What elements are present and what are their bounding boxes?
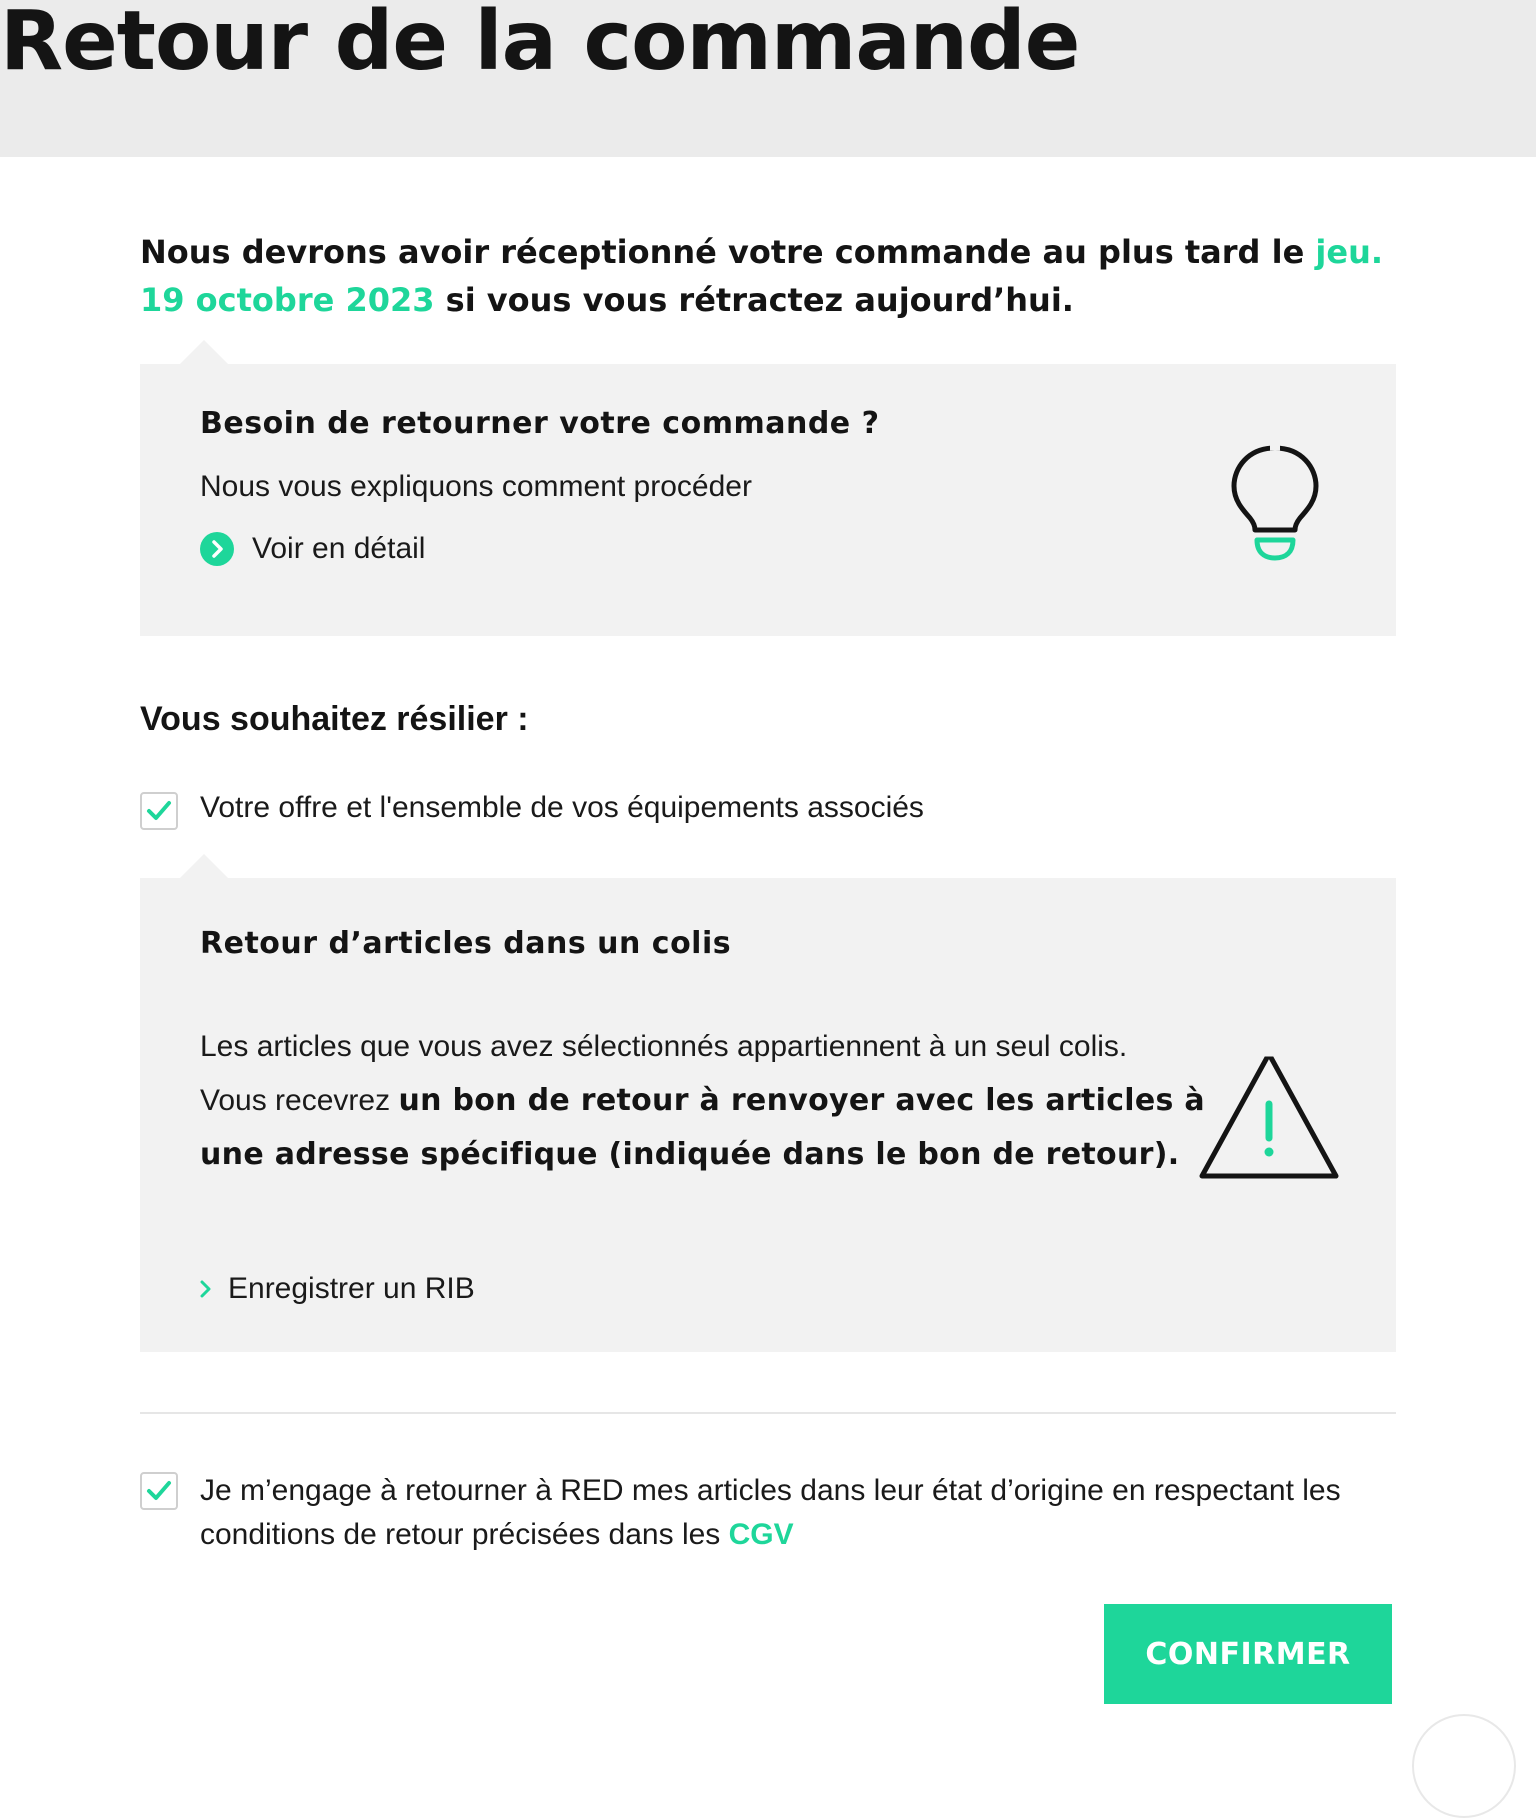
checkmark-icon — [146, 799, 172, 823]
termination-section-title: Vous souhaitez résilier : — [140, 700, 529, 738]
deadline-text-after: si vous vous rétractez aujourd’hui. — [434, 281, 1074, 319]
parcel-return-line2-strong: un bon de retour à renvoyer avec les articles à une adresse spécifique (indiquée dans le bon de retour). — [200, 1083, 1205, 1172]
section-divider — [140, 1412, 1396, 1414]
confirm-button[interactable]: CONFIRMER — [1104, 1604, 1392, 1704]
return-info-card — [140, 364, 1396, 636]
see-details-link[interactable] — [200, 532, 425, 566]
chevron-right-circle-icon — [200, 532, 234, 566]
return-deadline-notice — [140, 228, 1400, 324]
deadline-text-before: Nous devrons avoir réceptionné votre commande au plus tard le — [140, 233, 1316, 271]
floating-help-button[interactable] — [1412, 1714, 1516, 1818]
parcel-return-title: Retour d’articles dans un colis — [200, 926, 732, 961]
warning-icon — [1196, 1048, 1342, 1182]
see-details-label: Voir en détail — [252, 532, 426, 565]
deadline-date: jeu. 19 octobre 2023 — [140, 233, 1384, 319]
parcel-return-line2-prefix: Vous recevrez — [200, 1084, 399, 1117]
cgv-link[interactable]: CGV — [728, 1518, 794, 1551]
parcel-return-line1: Les articles que vous avez sélectionnés appartiennent à un seul colis. — [200, 1030, 1128, 1063]
return-info-title: Besoin de retourner votre commande ? — [200, 406, 880, 441]
parcel-return-description — [200, 1020, 1220, 1182]
offer-equipment-checkbox[interactable] — [140, 792, 178, 830]
return-commitment-checkbox[interactable] — [140, 1472, 178, 1510]
register-rib-link[interactable] — [200, 1272, 475, 1306]
lightbulb-icon — [1226, 442, 1324, 564]
page-title: Retour de la commande — [0, 0, 1080, 89]
chevron-right-icon — [200, 1279, 212, 1299]
offer-equipment-label: Votre offre et l'ensemble de vos équipements associés — [200, 791, 924, 824]
checkmark-icon — [146, 1479, 172, 1503]
return-commitment-text: Je m’engage à retourner à RED mes articles dans leur état d’origine en respectant les conditions de retour précisées dans les — [200, 1474, 1341, 1551]
page-header — [0, 0, 1536, 157]
return-commitment-label — [200, 1469, 1400, 1557]
return-info-description: Nous vous expliquons comment procéder — [200, 470, 752, 503]
register-rib-label: Enregistrer un RIB — [228, 1272, 475, 1305]
